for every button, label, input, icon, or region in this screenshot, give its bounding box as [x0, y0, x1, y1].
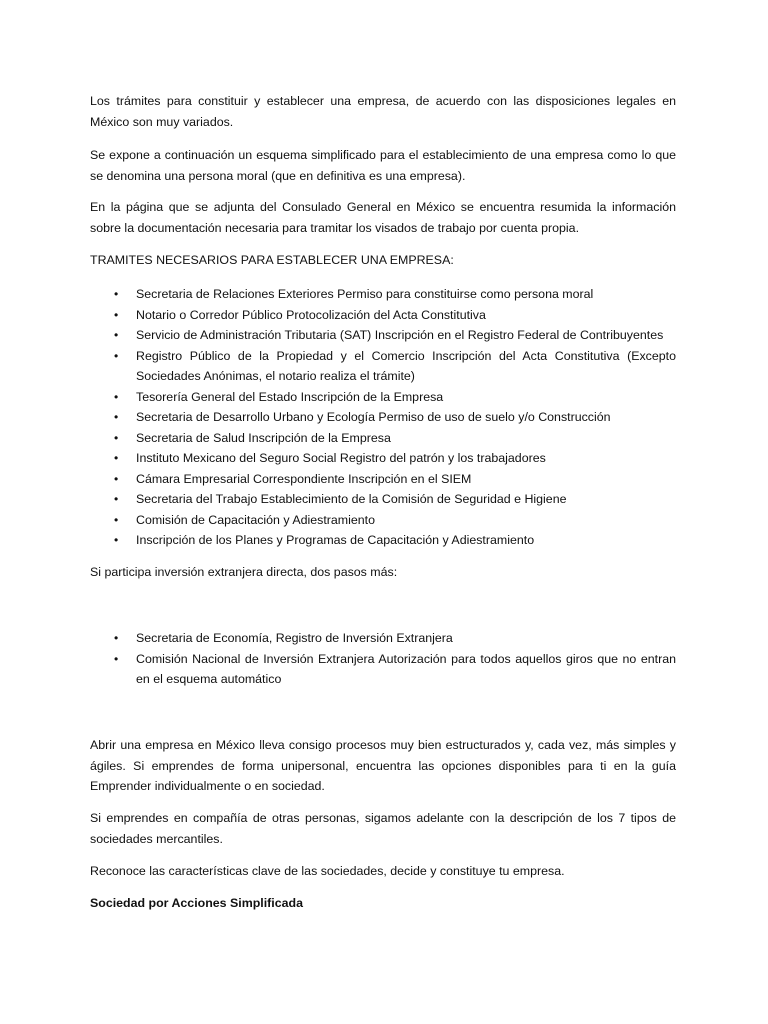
bullet-icon: • [114, 631, 119, 645]
list-item [90, 510, 676, 531]
closing-paragraph-3: Reconoce las características clave de las sociedades, decide y constituye tu empresa. [90, 864, 565, 878]
list-item-text: Comisión de Capacitación y Adiestramiento [136, 512, 375, 527]
list-item-text: Cámara Empresarial Correspondiente Inscripción en el SIEM [136, 471, 472, 486]
list-item [90, 407, 676, 428]
list-item-text: Notario o Corredor Público Protocolización del Acta Constitutiva [136, 307, 486, 322]
tramites-list [90, 284, 676, 551]
list-item-text: Secretaria de Salud Inscripción de la Empresa [136, 430, 391, 445]
list-item-text: Comisión Nacional de Inversión Extranjera Autorización para todos aquellos giros que no entran en el esquema automático [136, 651, 676, 686]
list-item [90, 530, 676, 551]
foreign-steps-list [90, 628, 676, 690]
bullet-icon: • [114, 430, 119, 445]
section-heading: TRAMITES NECESARIOS PARA ESTABLECER UNA EMPRESA: [90, 253, 454, 267]
intro-paragraph-3: En la página que se adjunta del Consulado General en México se encuentra resumida la información sobre la documentación necesaria para tramitar los visados de trabajo por cuenta propia. [90, 200, 676, 235]
bullet-icon: • [114, 451, 119, 465]
bullet-icon: • [114, 512, 119, 527]
intro-paragraph-2: Se expone a continuación un esquema simplificado para el establecimiento de una empresa como lo que se denomina una persona moral (que en definitiva es una empresa). [90, 148, 676, 183]
list-item-text: Secretaria de Desarrollo Urbano y Ecología Permiso de uso de suelo y/o Construcción [136, 410, 611, 424]
bullet-icon: • [114, 651, 119, 666]
list-item-text: Instituto Mexicano del Seguro Social Registro del patrón y los trabajadores [136, 451, 546, 465]
list-item [90, 428, 676, 449]
list-item [90, 346, 676, 387]
list-item [90, 284, 676, 305]
foreign-investment-intro: Si participa inversión extranjera directa, dos pasos más: [90, 565, 398, 579]
bullet-icon: • [114, 389, 119, 404]
bullet-icon: • [114, 307, 119, 322]
bullet-icon: • [114, 471, 119, 486]
list-item-text: Secretaria de Relaciones Exteriores Permiso para constituirse como persona moral [136, 287, 594, 301]
bullet-icon: • [114, 287, 119, 301]
list-item [90, 489, 676, 510]
list-item [90, 387, 676, 408]
closing-paragraph-1: Abrir una empresa en México lleva consigo procesos muy bien estructurados y, cada vez, más simples y ágiles. Si emprendes de forma unipersonal, encuentra las opciones disponibles para ti en la guía Emprender individualmente o en sociedad. [90, 738, 676, 793]
list-item [90, 469, 676, 490]
bullet-icon: • [114, 410, 119, 424]
bullet-icon: • [114, 348, 119, 363]
list-item-text: Secretaria del Trabajo Establecimiento de la Comisión de Seguridad e Higiene [136, 492, 567, 506]
final-heading: Sociedad por Acciones Simplificada [90, 896, 303, 910]
bullet-icon: • [114, 328, 119, 342]
list-item [90, 325, 676, 346]
list-item-text: Tesorería General del Estado Inscripción de la Empresa [136, 389, 444, 404]
intro-paragraph-1: Los trámites para constituir y establecer una empresa, de acuerdo con las disposiciones legales en México son muy variados. [90, 94, 676, 129]
list-item-text: Secretaria de Economía, Registro de Inversión Extranjera [136, 631, 453, 645]
list-item [90, 649, 676, 690]
list-item [90, 448, 676, 469]
list-item-text: Servicio de Administración Tributaria (SAT) Inscripción en el Registro Federal de Contribuyentes [136, 328, 664, 342]
bullet-icon: • [114, 492, 119, 506]
closing-paragraph-2: Si emprendes en compañía de otras personas, sigamos adelante con la descripción de los 7 tipos de sociedades mercantiles. [90, 811, 676, 846]
list-item [90, 628, 676, 649]
list-item-text: Inscripción de los Planes y Programas de Capacitación y Adiestramiento [136, 533, 535, 547]
bullet-icon: • [114, 533, 119, 547]
list-item [90, 305, 676, 326]
list-item-text: Registro Público de la Propiedad y el Comercio Inscripción del Acta Constitutiva (Excepto Sociedades Anónimas, el notario realiza el trámite) [136, 348, 676, 383]
